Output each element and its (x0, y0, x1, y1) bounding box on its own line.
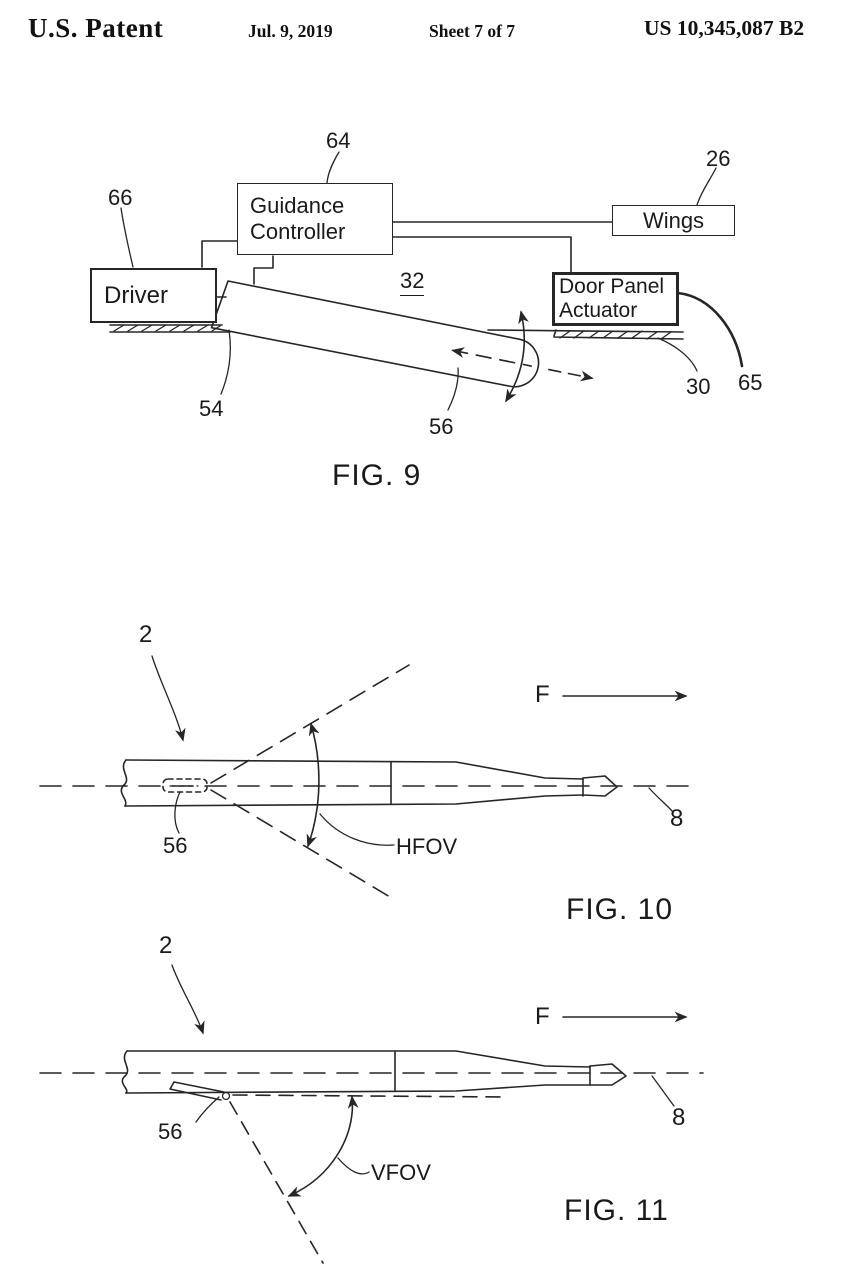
driver-box (90, 268, 217, 323)
fig9-ref-65: 65 (738, 370, 763, 395)
door-panel-actuator-box (552, 272, 679, 326)
fig9-ref-54: 54 (199, 396, 224, 421)
door-panel-actuator-label-line2: Actuator (559, 299, 638, 322)
fig10-hfov-label: HFOV (396, 834, 458, 859)
fig9-ref-56: 56 (429, 414, 454, 439)
fig10-ref-56: 56 (163, 833, 188, 858)
fig11-ref-8: 8 (672, 1104, 686, 1131)
fig10-caption: FIG. 10 (566, 893, 674, 926)
fig9-caption: FIG. 9 (332, 459, 422, 492)
fig9-ref-32: 32 (400, 268, 424, 296)
fig10-ref-8: 8 (670, 805, 684, 832)
header-date: Jul. 9, 2019 (248, 21, 333, 41)
fig11-caption: FIG. 11 (564, 1194, 669, 1227)
header-patent-title: U.S. Patent (28, 13, 164, 43)
fig9-ref-66: 66 (108, 185, 133, 210)
fig11-ref-56: 56 (158, 1119, 183, 1144)
fig10-forward-label: F (535, 681, 550, 708)
wings-box-label: Wings (642, 207, 705, 233)
fig10-drawing (40, 656, 695, 897)
fig9-ref-30: 30 (686, 374, 711, 399)
fig9-ref-26: 26 (706, 146, 731, 171)
guidance-controller-label-line2: Controller (250, 219, 346, 244)
fig10-ref-2: 2 (139, 621, 153, 648)
driver-box-label: Driver (104, 281, 168, 309)
guidance-controller-label-line1: Guidance (250, 193, 345, 218)
fig11-ref-2: 2 (159, 932, 173, 959)
header-sheet-number: Sheet 7 of 7 (429, 21, 516, 41)
wings-box (612, 205, 735, 236)
fig11-vfov-label: VFOV (371, 1160, 431, 1185)
fig11-forward-label: F (535, 1003, 550, 1030)
fig9-ref-64: 64 (326, 128, 351, 153)
guidance-controller-box (237, 183, 393, 255)
launcher-tube (212, 280, 597, 403)
door-panel-actuator-label-line1: Door Panel (559, 275, 665, 298)
header-patent-number: US 10,345,087 B2 (644, 16, 805, 40)
